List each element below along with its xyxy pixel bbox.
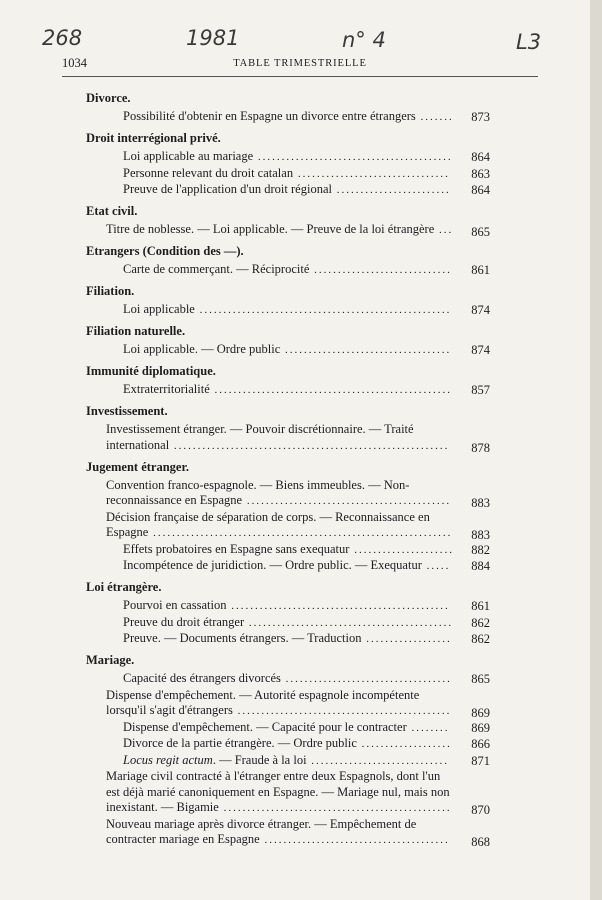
index-content <box>86 90 490 853</box>
leader-dots: ....................................... <box>259 834 450 846</box>
entry-page-number: 863 <box>471 166 490 181</box>
leader-dots: .................. <box>361 633 452 645</box>
section-heading: Mariage. <box>86 653 135 667</box>
index-entry <box>86 149 490 166</box>
entry-text: Nouveau mariage après divorce étranger. — Empêchement de contracter mariage en Espagne <box>106 816 417 846</box>
entry-text: Dispense d'empêchement. — Capacité pour le contracter <box>123 719 407 734</box>
leader-dots: ................................... <box>280 673 452 685</box>
entry-text: Loi applicable <box>123 302 195 316</box>
index-section <box>86 203 490 239</box>
entry-page-number: 861 <box>471 263 490 277</box>
entry-page-number: 874 <box>471 343 490 357</box>
index-entry <box>86 688 490 720</box>
leader-dots: ............................................. <box>232 705 452 717</box>
index-entry <box>86 478 490 510</box>
leader-dots: ... <box>434 224 454 236</box>
handwritten-note-left: 268 <box>42 26 83 50</box>
handwritten-note-right: L3 <box>516 30 542 54</box>
index-section <box>86 283 490 319</box>
entry-page-number: 874 <box>471 303 490 317</box>
leader-dots: .............................................. <box>226 600 450 612</box>
running-header <box>62 56 538 77</box>
entry-text: Divorce de la partie étrangère. — Ordre public <box>123 736 357 750</box>
entry-text: Effets probatoires en Espagne sans exequatur <box>123 541 350 556</box>
leader-dots: ..... <box>421 560 451 572</box>
index-entry <box>86 342 490 359</box>
entry-page-number: 884 <box>471 559 490 573</box>
index-entry <box>86 736 490 753</box>
entry-page-number: 864 <box>471 183 490 197</box>
section-heading: Jugement étranger. <box>86 459 189 474</box>
running-title: TABLE TRIMESTRIELLE <box>233 58 367 69</box>
index-entry <box>86 720 490 737</box>
entry-text: Pourvoi en cassation <box>123 598 227 612</box>
entry-text: Locus regit actum. — Fraude à la loi <box>123 752 307 767</box>
index-entry <box>86 615 490 632</box>
entry-page-number: 864 <box>471 150 490 164</box>
entry-text: Preuve de l'application d'un droit régional <box>123 182 332 196</box>
leader-dots: ................................ <box>293 167 450 180</box>
entry-page-number: 882 <box>471 542 490 557</box>
entry-page-number: 861 <box>471 599 490 613</box>
index-entry <box>86 817 490 849</box>
index-section <box>86 243 490 279</box>
section-heading: Filiation naturelle. <box>86 324 186 338</box>
entry-page-number: 862 <box>471 632 490 646</box>
index-entry <box>86 598 490 615</box>
entry-text: Preuve. — Documents étrangers. — Traduction <box>123 631 362 645</box>
index-entry <box>86 182 490 199</box>
index-entry <box>86 262 490 279</box>
index-section <box>86 579 490 648</box>
section-heading: Investissement. <box>86 404 168 418</box>
entry-text: Convention franco-espagnole. — Biens immeubles. — Non-reconnaissance en Espagne <box>106 477 410 507</box>
entry-text: Titre de noblesse. — Loi applicable. — Preuve de la loi étrangère <box>106 222 435 236</box>
leader-dots: ........ <box>406 721 450 734</box>
entry-page-number: 870 <box>471 803 490 817</box>
entry-text: Personne relevant du droit catalan <box>123 165 294 180</box>
entry-page-number: 868 <box>471 835 490 849</box>
section-heading: Etrangers (Condition des —). <box>86 244 244 258</box>
entry-text: Incompétence de juridiction. — Ordre public. — Exequatur <box>123 558 422 572</box>
leader-dots: ........................................... <box>242 495 452 507</box>
index-entry <box>86 109 490 126</box>
section-heading: Droit interrégional privé. <box>86 131 221 145</box>
leader-dots: ..................... <box>349 543 454 556</box>
index-section <box>86 459 490 575</box>
entry-text: Investissement étranger. — Pouvoir discrétionnaire. — Traité international <box>106 422 414 452</box>
entry-text: Décision française de séparation de corps. — Reconnaissance en Espagne <box>106 509 430 539</box>
entry-page-number: 883 <box>471 528 490 542</box>
entry-text: Possibilité d'obtenir en Espagne un divorce entre étrangers <box>123 109 416 123</box>
leader-dots: .................................................. <box>209 384 453 396</box>
entry-page-number: 865 <box>471 672 490 686</box>
page-number: 1034 <box>62 56 87 70</box>
latin-phrase: Locus regit actum <box>123 752 213 767</box>
leader-dots: ......................................... <box>253 151 453 163</box>
leader-dots: ............................. <box>306 754 450 767</box>
leader-dots: ........................................... <box>244 616 454 629</box>
index-entry <box>86 222 490 239</box>
entry-text: Preuve du droit étranger <box>123 614 245 629</box>
index-section <box>86 363 490 399</box>
index-entry <box>86 422 490 454</box>
entry-page-number: 871 <box>471 753 490 768</box>
entry-text: Capacité des étrangers divorcés <box>123 671 281 685</box>
entry-page-number: 866 <box>471 737 490 751</box>
index-entry <box>86 166 490 183</box>
index-entry <box>86 631 490 648</box>
section-heading: Loi étrangère. <box>86 580 162 594</box>
handwritten-note-number: n° 4 <box>342 28 386 52</box>
entry-page-number: 857 <box>471 383 490 397</box>
index-section <box>86 403 490 454</box>
leader-dots: ........................ <box>331 184 451 196</box>
handwritten-note-year: 1981 <box>186 26 240 50</box>
leader-dots: ............................. <box>309 264 452 276</box>
entry-page-number: 873 <box>471 110 490 124</box>
entry-text: Extraterritorialité <box>123 382 210 396</box>
index-entry <box>86 558 490 575</box>
leader-dots: ..................................................... <box>194 304 452 316</box>
entry-page-number: 865 <box>471 225 490 239</box>
index-section <box>86 130 490 199</box>
entry-text: Loi applicable. — Ordre public <box>123 342 281 356</box>
leader-dots: ................................... <box>280 344 452 356</box>
page-edge <box>590 0 602 900</box>
entry-text: Dispense d'empêchement. — Autorité espagnole incompétente lorsqu'il s'agit d'étrangers <box>106 687 420 717</box>
section-heading: Filiation. <box>86 284 135 298</box>
index-entry <box>86 753 490 770</box>
leader-dots: ................................................ <box>218 802 452 814</box>
entry-text: Mariage civil contracté à l'étranger entre deux Espagnols, dont l'un est déjà marié canoniquement en Espagne. — Mariage nul, mais non inexistant. — Bigamie <box>106 769 450 814</box>
leader-dots: ....... <box>415 111 454 123</box>
section-heading: Divorce. <box>86 91 131 105</box>
index-entry <box>86 510 490 542</box>
leader-dots: ................... <box>356 738 452 750</box>
entry-page-number: 878 <box>471 440 490 455</box>
index-entry <box>86 302 490 319</box>
index-entry <box>86 769 490 817</box>
entry-text: Loi applicable au mariage <box>123 149 254 163</box>
index-entry <box>86 542 490 559</box>
entry-page-number: 883 <box>471 496 490 510</box>
index-section <box>86 323 490 359</box>
index-section <box>86 652 490 849</box>
leader-dots: ............................................................... <box>148 527 453 539</box>
index-section <box>86 90 490 126</box>
leader-dots: .......................................................... <box>169 439 450 452</box>
index-entry <box>86 382 490 399</box>
section-heading: Immunité diplomatique. <box>86 364 216 378</box>
entry-page-number: 869 <box>471 706 490 720</box>
entry-text: Carte de commerçant. — Réciprocité <box>123 262 310 276</box>
entry-page-number: 862 <box>471 615 490 630</box>
section-heading: Etat civil. <box>86 204 138 218</box>
entry-page-number: 869 <box>471 720 490 735</box>
index-entry <box>86 671 490 688</box>
